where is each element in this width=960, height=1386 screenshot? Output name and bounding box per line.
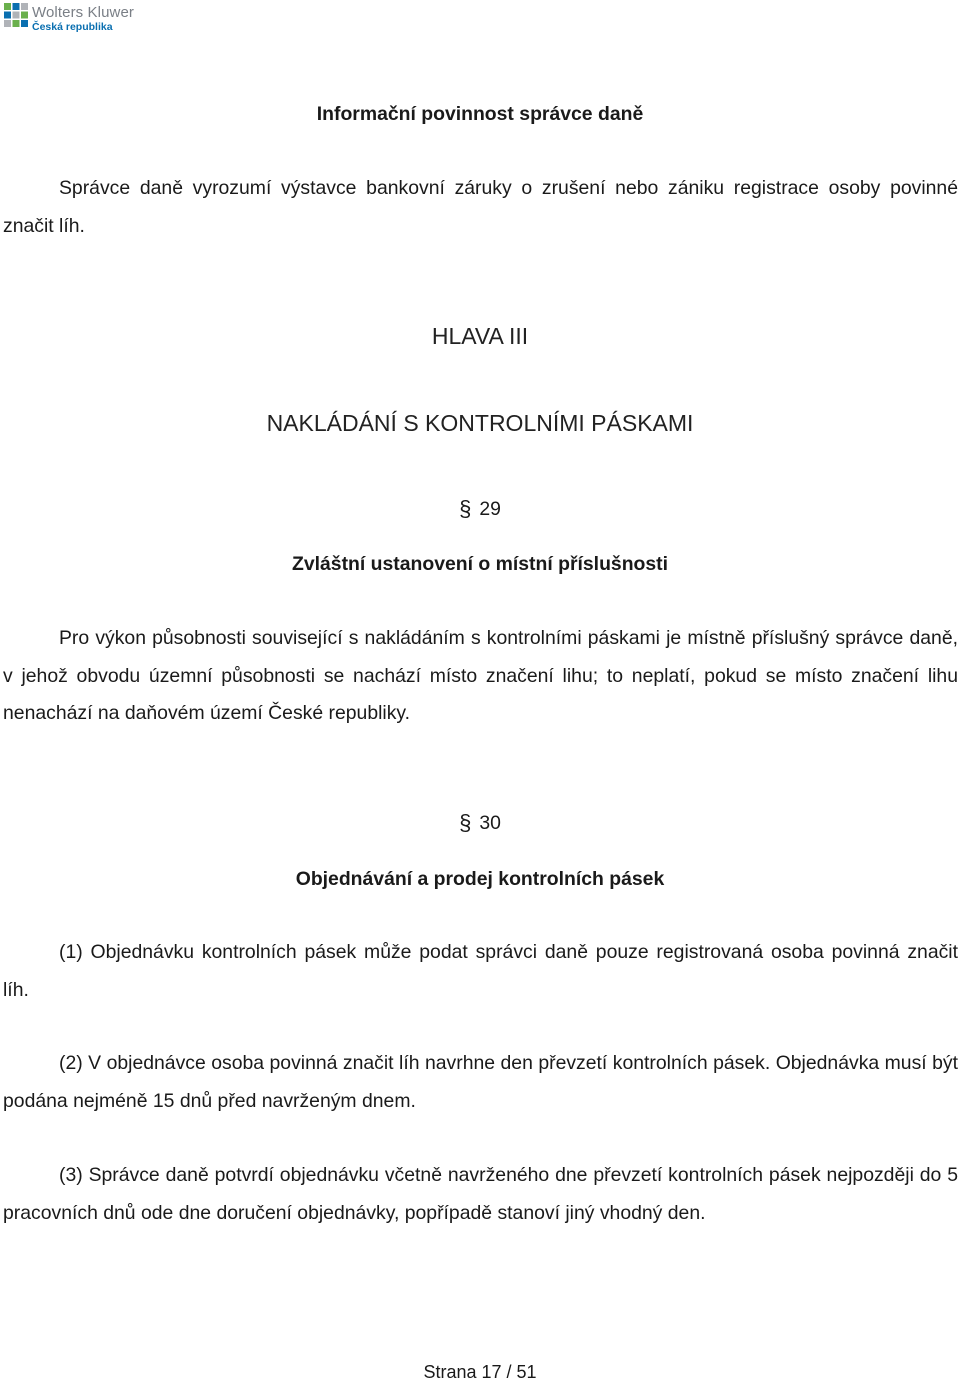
brand-region: Česká republika — [32, 21, 113, 33]
section-30-heading: Objednávání a prodej kontrolních pásek — [295, 868, 665, 890]
section-29-number-value: 29 — [479, 498, 501, 520]
brand-logo — [4, 3, 134, 37]
page-number: Strana 17 / 51 — [423, 1362, 537, 1382]
section-30-paragraph-3: (3) Správce daně potvrdí objednávku včetně navrženého dne převzetí kontrolních pásek nejpozději do 5 pracovních dnů ode dne doručení objednávky, popřípadě stanoví jiný vhodný den. — [3, 1164, 958, 1224]
chapter-title: NAKLÁDÁNÍ S KONTROLNÍMI PÁSKAMI — [266, 410, 694, 436]
wolters-kluwer-logo-icon — [4, 3, 28, 33]
brand-name: Wolters Kluwer — [32, 4, 134, 21]
section-sign-icon: § — [459, 810, 472, 835]
section-29-number — [0, 490, 960, 529]
section-30-paragraph-1: (1) Objednávku kontrolních pásek může podat správci daně pouze registrovaná osoba povinná značit líh. — [3, 941, 958, 1001]
section-29-paragraph: Pro výkon působnosti související s nakládáním s kontrolními páskami je místně příslušný správce daně, v jehož obvodu územní působnosti se nachází místo značení lihu; to neplatí, pokud se místo značení lihu nenachází na daňovém území České republiky. — [3, 627, 958, 724]
chapter-label: HLAVA III — [431, 323, 529, 349]
info-heading: Informační povinnost správce daně — [316, 103, 644, 125]
section-30-paragraph-2: (2) V objednávce osoba povinná značit líh navrhne den převzetí kontrolních pásek. Objednávka musí být podána nejméně 15 dnů před navrženým dnem. — [3, 1052, 958, 1112]
info-paragraph: Správce daně vyrozumí výstavce bankovní záruky o zrušení nebo zániku registrace osoby povinné značit líh. — [3, 177, 958, 237]
section-29-heading: Zvláštní ustanovení o místní příslušnosti — [291, 553, 669, 575]
section-30-number-value: 30 — [479, 812, 501, 834]
section-sign-icon: § — [459, 496, 472, 521]
section-30-number — [0, 804, 960, 843]
